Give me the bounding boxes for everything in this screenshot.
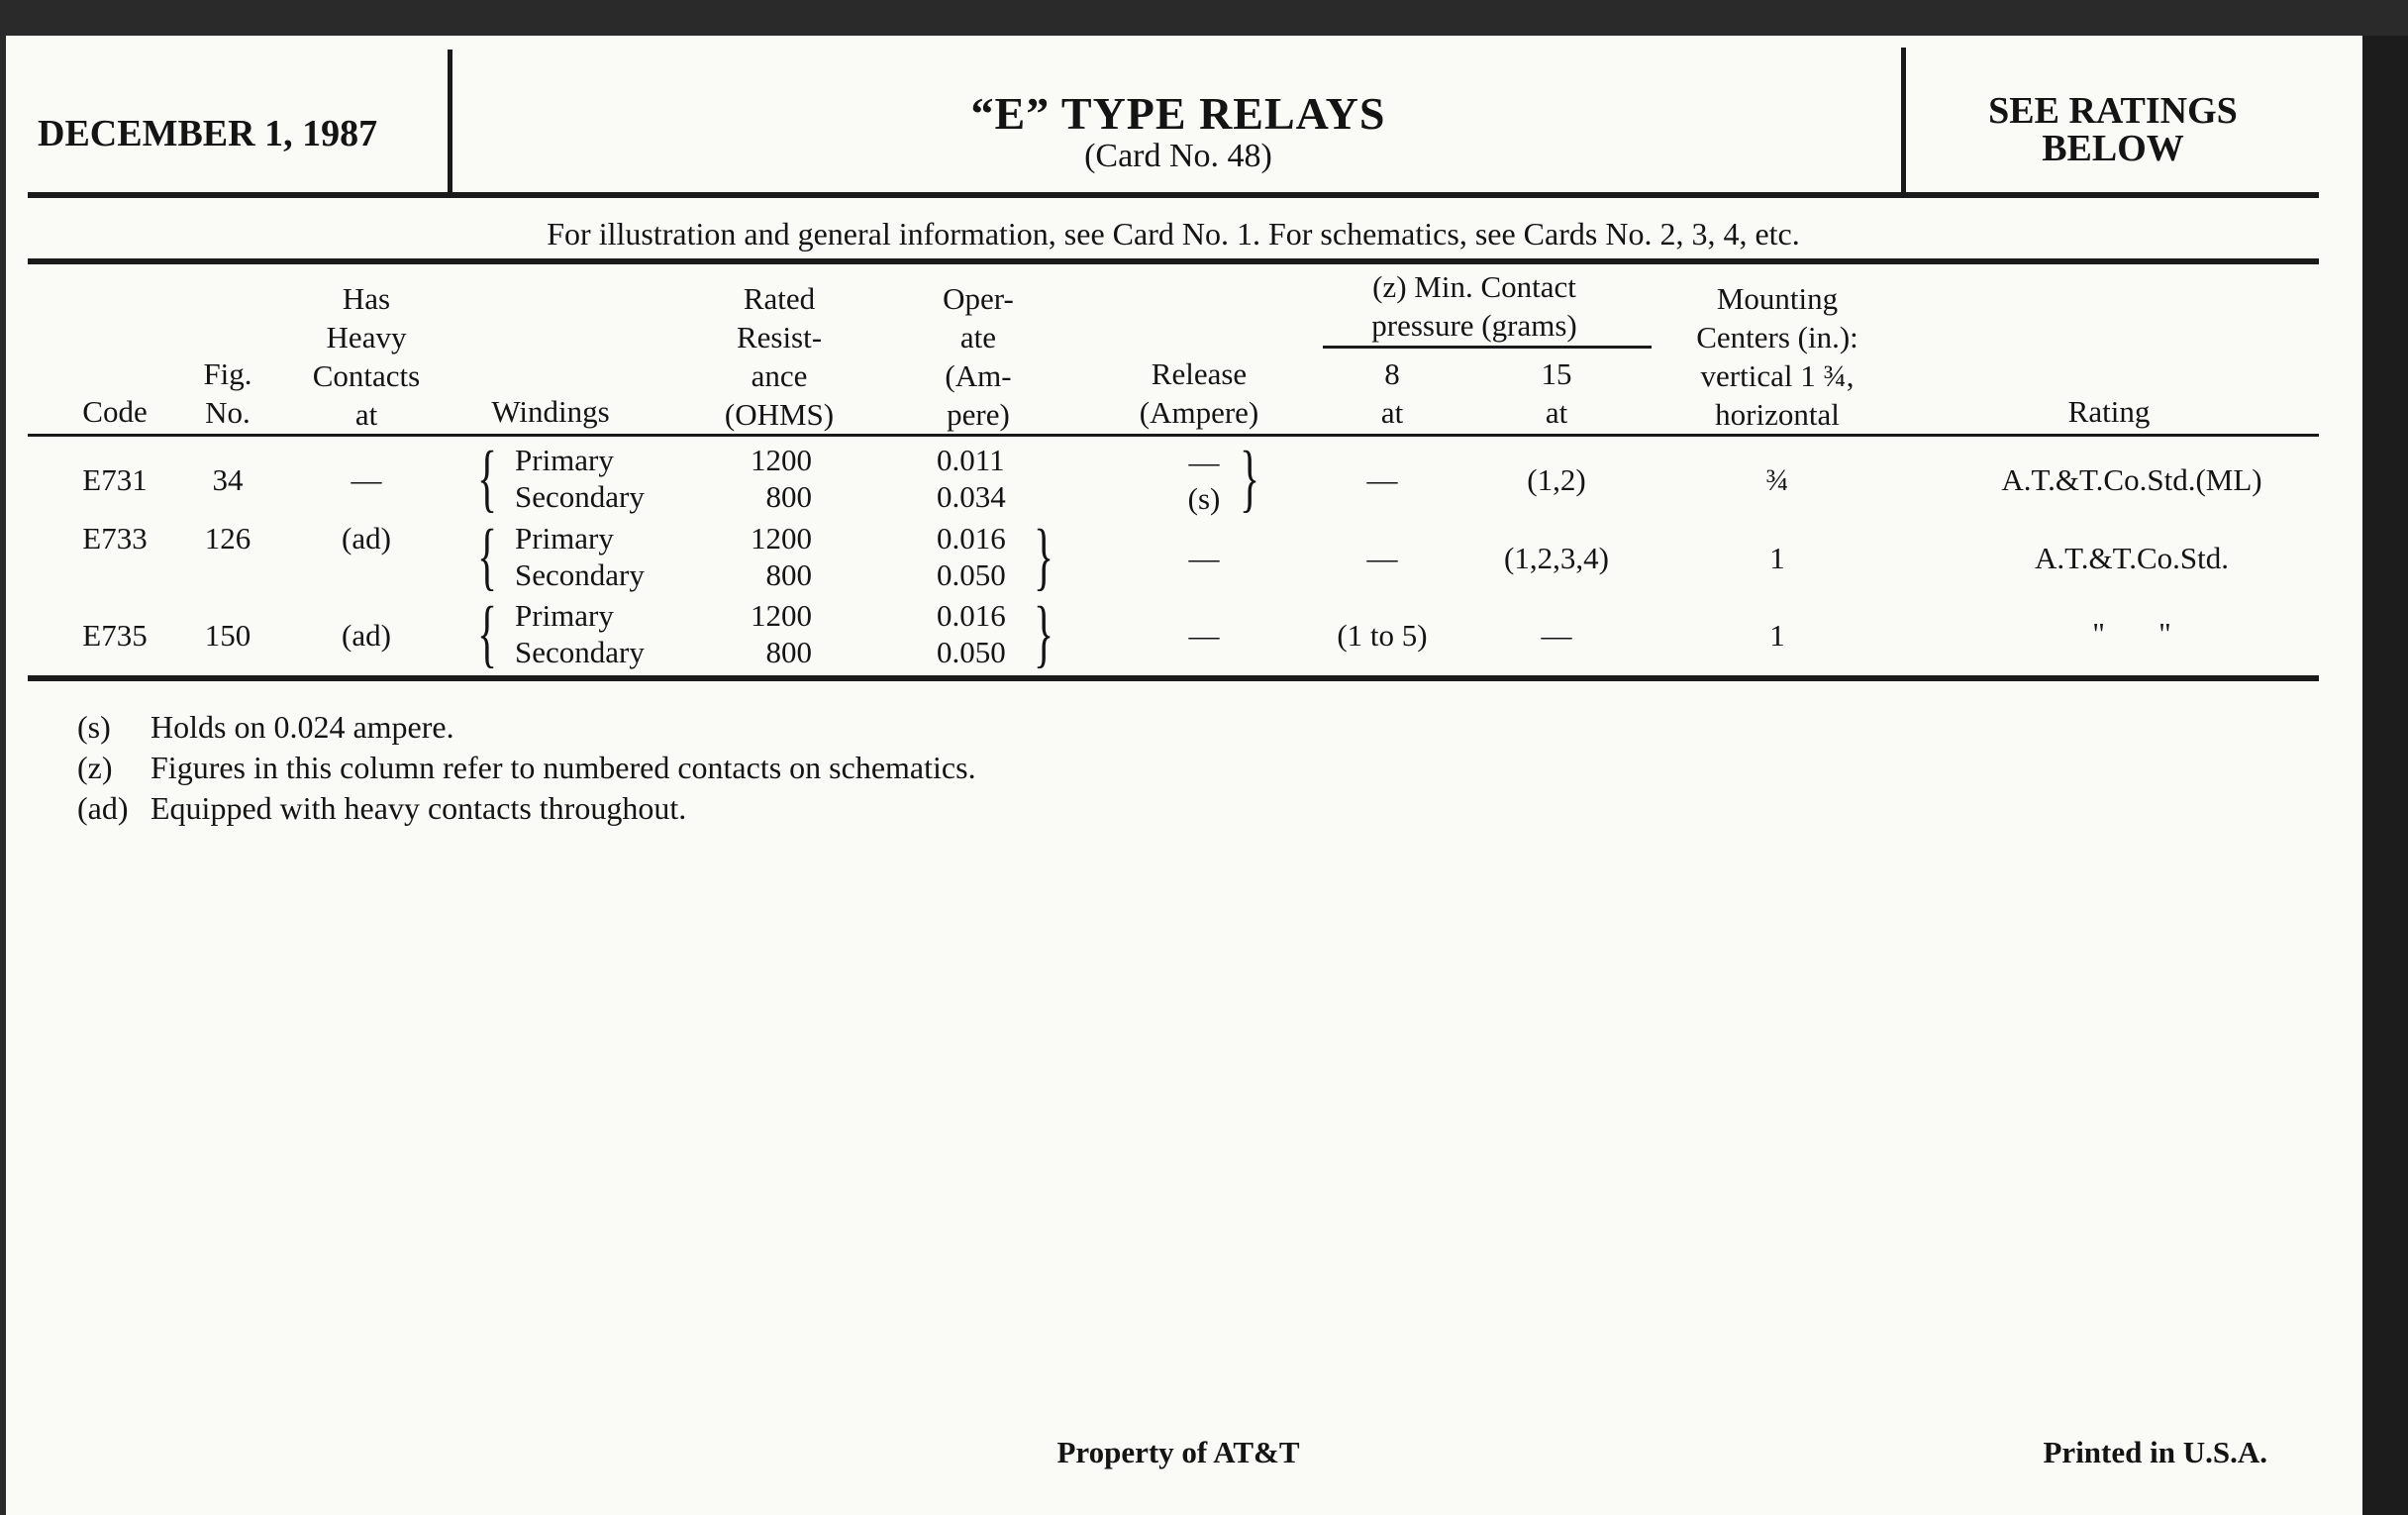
row-code: E733 (82, 521, 148, 556)
row-winding-primary: Primary (515, 443, 614, 477)
row-winding-primary: Primary (515, 521, 614, 556)
winding-brace-left: { (477, 592, 498, 675)
col-heavy-header: Has Heavy Contacts at (312, 281, 421, 432)
card-number: (Card No. 48) (1084, 138, 1272, 174)
col-pressure-15-header: 15 at (1541, 356, 1572, 430)
row-heavy: (ad) (342, 521, 391, 556)
row-rating: A.T.&T.Co.Std.(ML) (2001, 462, 2262, 497)
row-winding-secondary: Secondary (515, 635, 645, 669)
scan-edge (2362, 36, 2408, 1515)
row-res-secondary: 800 (765, 479, 812, 514)
row-res-primary: 1200 (751, 598, 812, 633)
intro-rule (28, 258, 2319, 264)
row-mounting: ¾ (1765, 462, 1789, 497)
col-release-header: Release (Ampere) (1139, 356, 1259, 430)
row-fig: 126 (204, 521, 251, 556)
row-res-secondary: 800 (765, 635, 812, 669)
row-op-secondary: 0.050 (937, 557, 1006, 592)
row-op-secondary: 0.034 (937, 479, 1006, 514)
row-mounting: 1 (1769, 618, 1785, 653)
intro-text: For illustration and general information, see Card No. 1. For schematics, see Cards No. 2, 3, 4, etc. (547, 216, 1800, 252)
row-winding-secondary: Secondary (515, 557, 645, 592)
ratings-note-line2: BELOW (2042, 128, 2184, 169)
footnote (77, 788, 1364, 829)
row-pressure-15: — (1541, 618, 1572, 653)
table-bottom-rule (28, 675, 2319, 681)
row-winding-secondary: Secondary (515, 479, 645, 514)
card-date: DECEMBER 1, 1987 (38, 113, 378, 154)
row-pressure-8: (1 to 5) (1337, 618, 1428, 653)
row-heavy: (ad) (342, 618, 391, 653)
footnote-mark: (ad) (77, 790, 129, 826)
header-divider-right (1901, 48, 1906, 196)
operate-brace-right: } (1034, 592, 1054, 675)
winding-brace-left: { (477, 515, 498, 598)
release-brace-right: } (1240, 437, 1260, 520)
row-release: — (1188, 618, 1220, 653)
pressure-group-rule (1323, 346, 1652, 349)
row-op-primary: 0.016 (937, 598, 1006, 633)
table-header-rule (28, 434, 2319, 437)
footnote-mark: (s) (77, 709, 111, 745)
header-divider-left (448, 50, 452, 196)
footnote-text: Holds on 0.024 ampere. (150, 709, 454, 745)
table-row (28, 592, 2319, 675)
row-res-secondary: 800 (765, 557, 812, 592)
header-rule (28, 192, 2319, 198)
row-op-primary: 0.011 (937, 443, 1005, 477)
row-release: — (1188, 541, 1220, 575)
col-rating-header: Rating (2067, 394, 2151, 429)
row-res-primary: 1200 (751, 521, 812, 556)
row-pressure-15: (1,2) (1527, 462, 1586, 497)
col-resistance-header: Rated Resist- ance (OHMS) (724, 281, 835, 432)
footnote-mark: (z) (77, 750, 113, 785)
row-op-primary: 0.016 (937, 521, 1006, 556)
footnote (77, 748, 1364, 788)
row-release-primary: — (1188, 445, 1220, 479)
winding-brace-left: { (477, 437, 498, 520)
row-pressure-8: — (1366, 541, 1398, 575)
printed-notice: Printed in U.S.A. (2043, 1435, 2267, 1469)
row-heavy: — (351, 462, 382, 497)
ratings-note-line1: SEE RATINGS (1988, 90, 2238, 132)
table-row (28, 515, 2319, 598)
footnote (77, 707, 1364, 748)
col-pressure-group-header: (z) Min. Contact pressure (grams) (1371, 269, 1577, 343)
col-mounting-header: Mounting Centers (in.): vertical 1 ¾, horizontal (1696, 281, 1858, 432)
table-row (28, 437, 2319, 520)
col-code-header: Code (82, 394, 148, 429)
row-release-secondary: (s) (1187, 481, 1221, 516)
row-mounting: 1 (1769, 541, 1785, 575)
row-rating: " " (2092, 616, 2171, 651)
row-rating: A.T.&T.Co.Std. (2034, 541, 2230, 575)
footnote-text: Figures in this column refer to numbered contacts on schematics. (150, 750, 976, 785)
row-fig: 150 (204, 618, 251, 653)
row-code: E731 (82, 462, 148, 497)
col-pressure-8-header: 8 at (1380, 356, 1404, 430)
col-fig-header: Fig. No. (203, 356, 252, 430)
footnotes (77, 707, 1364, 829)
card-title: “E” TYPE RELAYS (970, 88, 1386, 139)
row-res-primary: 1200 (751, 443, 812, 477)
operate-brace-right: } (1034, 515, 1054, 598)
row-pressure-15: (1,2,3,4) (1504, 541, 1609, 575)
row-fig: 34 (212, 462, 244, 497)
col-windings-header: Windings (491, 394, 610, 429)
row-code: E735 (82, 618, 148, 653)
property-notice: Property of AT&T (1056, 1435, 1300, 1469)
row-pressure-8: — (1366, 462, 1398, 497)
footnote-text: Equipped with heavy contacts throughout. (150, 790, 687, 826)
row-winding-primary: Primary (515, 598, 614, 633)
col-operate-header: Oper- ate (Am- pere) (943, 281, 1014, 432)
row-op-secondary: 0.050 (937, 635, 1006, 669)
